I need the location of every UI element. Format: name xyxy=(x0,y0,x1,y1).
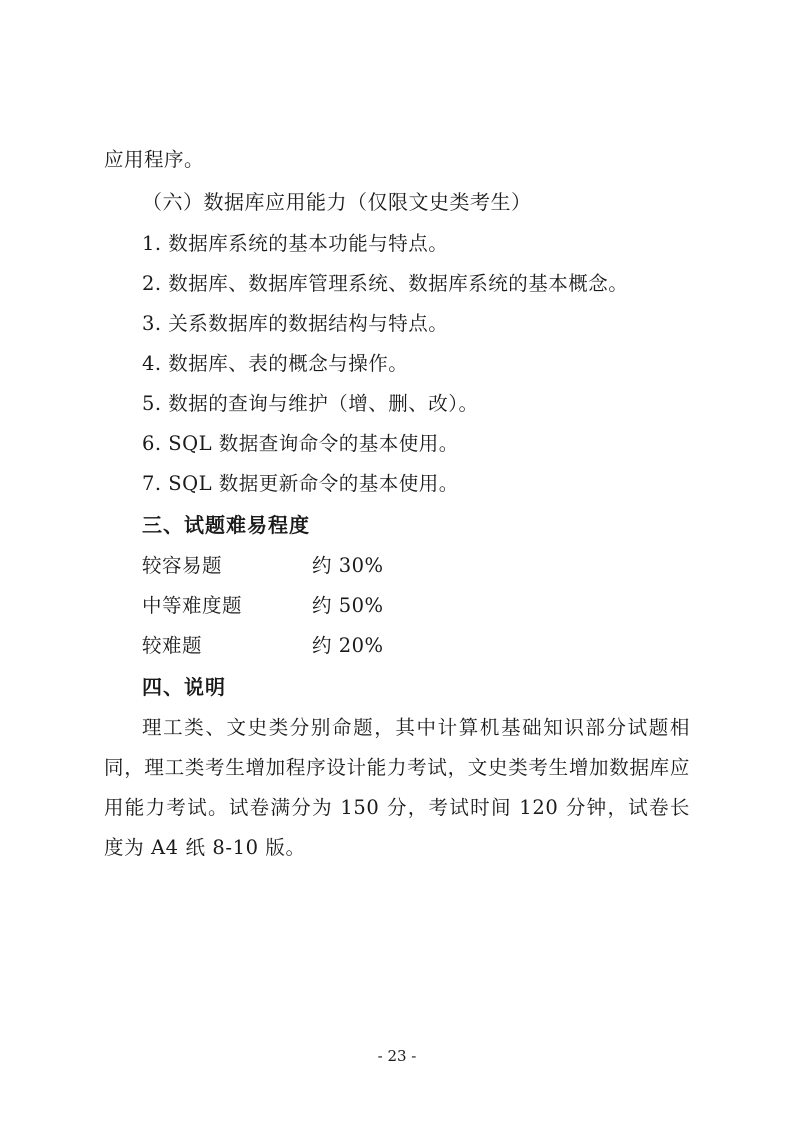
table-row xyxy=(104,586,690,626)
difficulty-value: 约 50% xyxy=(312,594,384,617)
difficulty-value: 约 20% xyxy=(312,634,384,657)
list-item: 7. SQL 数据更新命令的基本使用。 xyxy=(142,472,459,495)
list-item: 4. 数据库、表的概念与操作。 xyxy=(142,352,409,375)
difficulty-label: 较容易题 xyxy=(142,554,223,577)
page-number: - 23 - xyxy=(377,1047,417,1065)
difficulty-label: 较难题 xyxy=(142,634,203,657)
continuation-line: 应用程序。 xyxy=(104,148,205,171)
table-row xyxy=(104,626,690,666)
explanation-paragraph: 理工类、文史类分别命题，其中计算机基础知识部分试题相同，理工类考生增加程序设计能力考试，文史类考生增加数据库应用能力考试。试卷满分为 150 分，考试时间 120 分钟，试卷长度为 A4 纸 8-10 版。 xyxy=(104,716,690,859)
section-heading-six: （六）数据库应用能力（仅限文史类考生） xyxy=(142,190,532,214)
list-item: 2. 数据库、数据库管理系统、数据库系统的基本概念。 xyxy=(142,272,629,295)
difficulty-value: 约 30% xyxy=(312,554,384,577)
difficulty-label: 中等难度题 xyxy=(142,594,243,617)
table-row xyxy=(104,546,690,586)
heading-section-four: 四、说明 xyxy=(142,675,226,699)
list-item: 1. 数据库系统的基本功能与特点。 xyxy=(142,232,449,255)
list-item: 6. SQL 数据查询命令的基本使用。 xyxy=(142,432,459,455)
list-item: 3. 关系数据库的数据结构与特点。 xyxy=(142,312,449,335)
heading-section-three: 三、试题难易程度 xyxy=(142,513,310,537)
list-item: 5. 数据的查询与维护（增、删、改）。 xyxy=(142,392,479,415)
